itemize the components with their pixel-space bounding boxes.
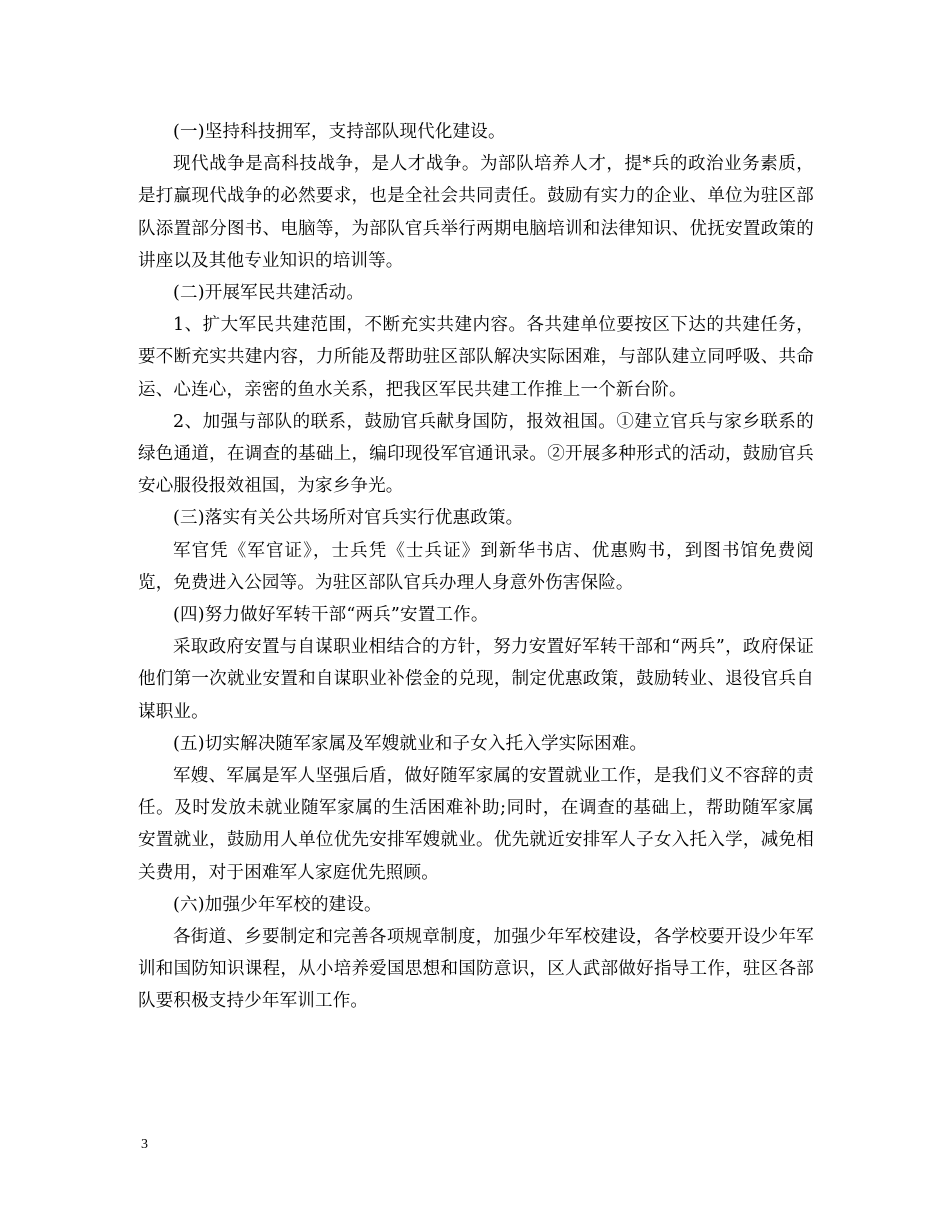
paragraph-youth-training: 各街道、乡要制定和完善各项规章制度，加强少年军校建设，各学校要开设少年军训和国防知识课程，从小培养爱国思想和国防意识，区人武部做好指导工作，驻区各部队要积极支持少年军训工作。 [138, 927, 814, 1012]
page-number: 3 [141, 1137, 148, 1152]
paragraph-family-support: 军嫂、军属是军人坚强后盾，做好随军家属的安置就业工作，是我们义不容辞的责任。及时发放未就业随军家属的生活困难补助;同时，在调查的基础上，帮助随军家属安置就业，鼓励用人单位优先安排军嫂就业。优先就近安排军人子女入托入学，减免相关费用，对于困难军人家庭优先照顾。 [138, 766, 814, 883]
heading-6-youth-military-school: (六)加强少年军校的建设。 [173, 894, 382, 915]
paragraph-officer-certificates: 军官凭《军官证》，士兵凭《士兵证》到新华书店、优惠购书，到图书馆免费阅览，免费进入公园等。为驻区部队官兵办理人身意外伤害保险。 [138, 540, 814, 593]
paragraph-modern-warfare: 现代战争是高科技战争，是人才战争。为部队培养人才，提*兵的政治业务素质，是打赢现代战争的必然要求，也是全社会共同责任。鼓励有实力的企业、单位为驻区部队添置部分图书、电脑等，为部队官兵举行两期电脑培训和法律知识、优抚安置政策的讲座以及其他专业知识的培训等。 [138, 154, 814, 271]
paragraph-strengthen-contact: 2、加强与部队的联系，鼓励官兵献身国防，报效祖国。①建立官兵与家乡联系的绿色通道，在调查的基础上，编印现役军官通讯录。②开展多种形式的活动，鼓励官兵安心服役报效祖国，为家乡争光。 [138, 411, 814, 497]
heading-3-public-places: (三)落实有关公共场所对官兵实行优惠政策。 [173, 508, 524, 529]
paragraph-resettlement-policy: 采取政府安置与自谋职业相结合的方针，努力安置好军转干部和“两兵”，政府保证他们第一次就业安置和自谋职业补偿金的兑现，制定优惠政策，鼓励转业、退役官兵自谋职业。 [138, 637, 814, 722]
heading-2-joint-building: (二)开展军民共建活动。 [173, 283, 365, 304]
heading-5-family-employment: (五)切实解决随军家属及军嫂就业和子女入托入学实际困难。 [173, 733, 648, 754]
document-body [138, 116, 814, 1018]
paragraph-expand-joint-building: 1、扩大军民共建范围，不断充实共建内容。各共建单位要按区下达的共建任务，要不断充实共建内容，力所能及帮助驻区部队解决实际困难，与部队建立同呼吸、共命运、心连心，亲密的鱼水关系，把我区军民共建工作推上一个新台阶。 [138, 315, 814, 400]
heading-1-sci-tech-support: (一)坚持科技拥军，支持部队现代化建设。 [173, 122, 506, 142]
heading-4-resettlement: (四)努力做好军转干部“两兵”安置工作。 [173, 605, 489, 626]
